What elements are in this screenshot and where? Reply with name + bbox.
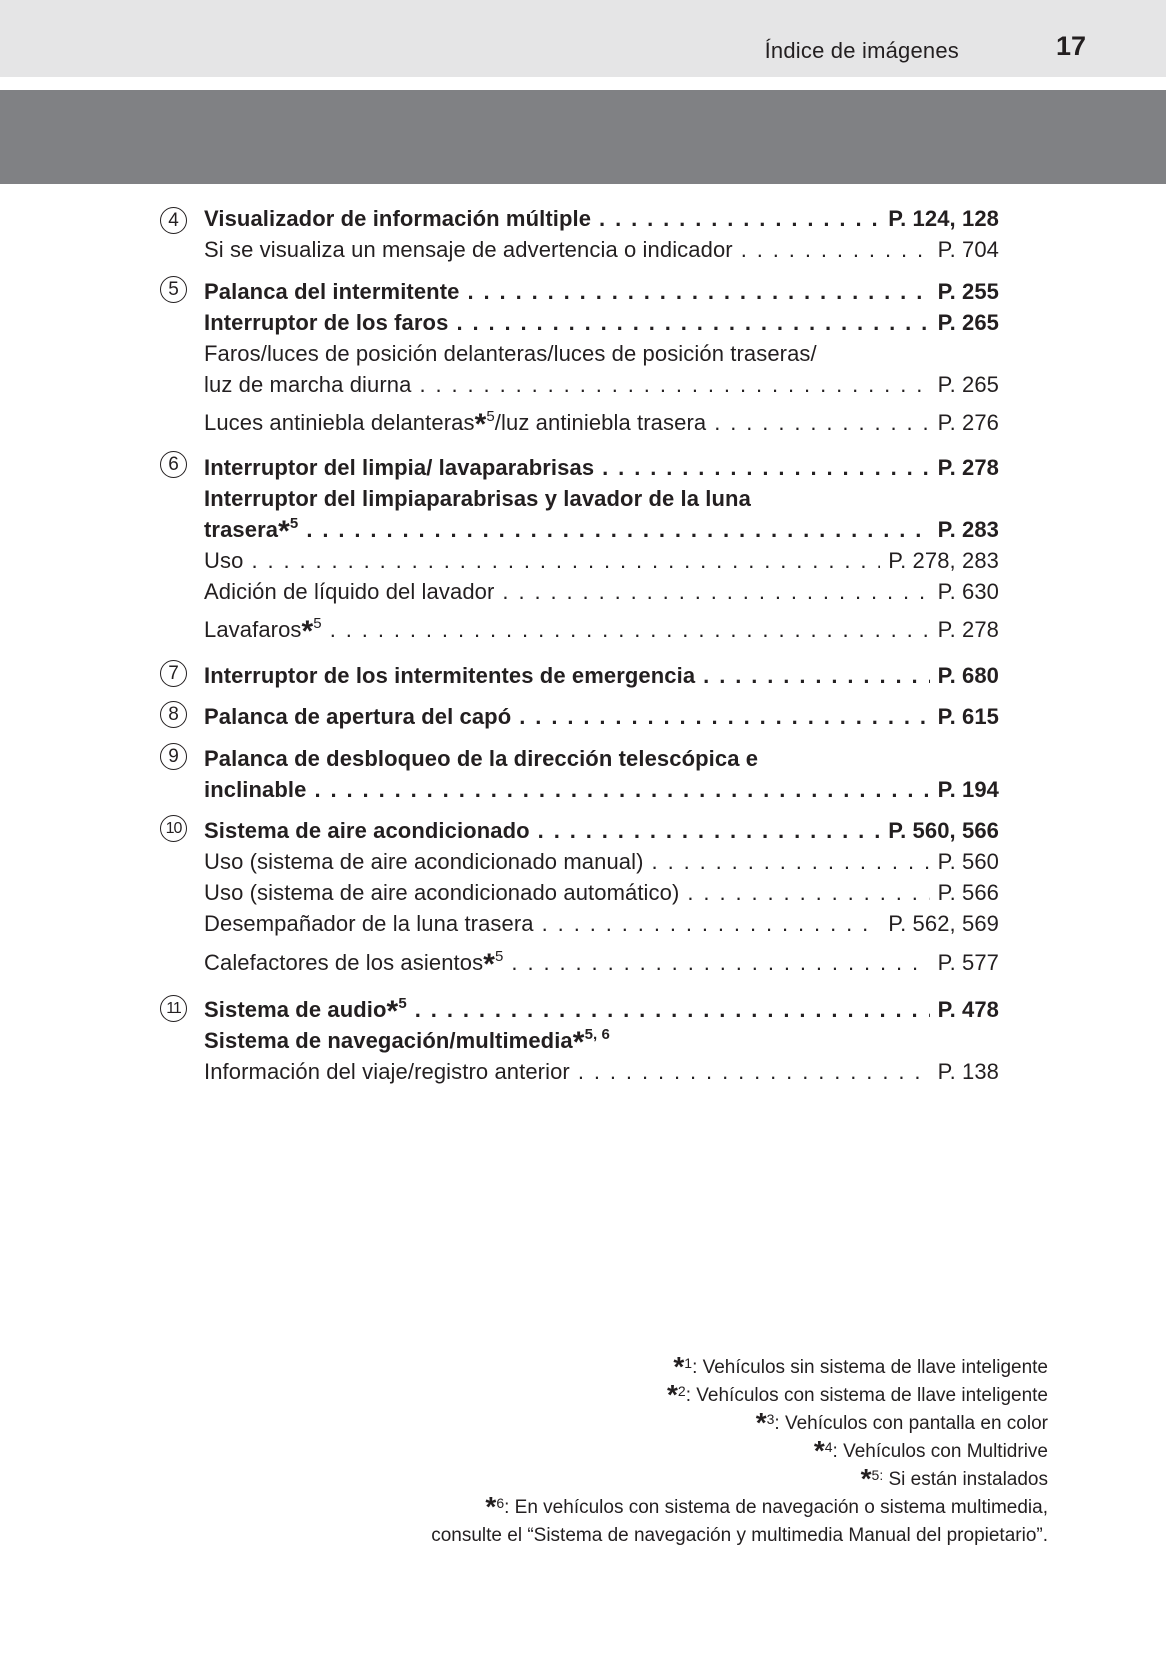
group-number-10: 10 <box>160 815 187 842</box>
footnote <box>673 1351 1048 1382</box>
footnote-asterisk: * <box>755 1407 767 1438</box>
entry-page: P. 265 <box>937 372 999 397</box>
footnote-number: 4 <box>824 1439 833 1455</box>
footnote-number: 2 <box>677 1383 686 1399</box>
entry-title: inclinable <box>204 777 307 802</box>
toc-entry[interactable] <box>204 205 999 233</box>
entry-title: Interruptor del limpiaparabrisas y lavador de la luna <box>204 486 751 511</box>
dot-leader <box>519 703 929 731</box>
entry-page: P. 138 <box>937 1059 999 1084</box>
group-number-4: 4 <box>160 207 187 234</box>
toc-entry[interactable] <box>204 515 999 548</box>
toc-entry[interactable] <box>204 817 999 845</box>
toc-entry[interactable] <box>204 1026 999 1059</box>
entry-title: Palanca de apertura del capó <box>204 704 512 729</box>
footnote-ref: 5 <box>398 995 407 1012</box>
footnote-asterisk: * <box>278 515 290 548</box>
entry-page: P. 124, 128 <box>888 206 999 231</box>
footnote-asterisk: * <box>485 1491 497 1522</box>
dot-leader <box>330 616 930 644</box>
entry-title: Interruptor de los faros <box>204 310 449 335</box>
entry-page: P. 615 <box>937 704 999 729</box>
entry-title: Sistema de aire acondicionado <box>204 818 530 843</box>
dot-leader <box>456 309 929 337</box>
entry-title: Interruptor de los intermitentes de emergencia <box>204 663 696 688</box>
footnote <box>860 1463 1048 1494</box>
toc-entry[interactable] <box>204 547 999 575</box>
entry-page: P. 560, 566 <box>888 818 999 843</box>
entry-title-cont: /luz antiniebla trasera <box>494 410 707 435</box>
entry-page: P. 478 <box>937 997 999 1022</box>
group-number-6: 6 <box>160 451 187 478</box>
toc-entry[interactable] <box>204 454 999 482</box>
footnote-number: 3 <box>766 1411 775 1427</box>
toc-entry[interactable] <box>204 776 999 804</box>
entry-page: P. 283 <box>937 517 999 542</box>
footnote-number: 5: <box>871 1467 884 1483</box>
entry-title: Palanca del intermitente <box>204 279 460 304</box>
footnote-text: : Vehículos con sistema de llave inteligente <box>685 1385 1048 1406</box>
toc-entry[interactable] <box>204 848 999 876</box>
header-band <box>0 0 1166 77</box>
footnote-text: : Vehículos con Multidrive <box>832 1441 1048 1462</box>
footnote-asterisk: * <box>474 408 487 441</box>
footnote-asterisk: * <box>813 1435 825 1466</box>
dot-leader <box>542 910 881 938</box>
dot-leader <box>468 278 930 306</box>
footnote <box>813 1435 1048 1466</box>
group-number-9: 9 <box>160 743 187 770</box>
footnote-continued: consulte el “Sistema de navegación y multimedia Manual del propietario”. <box>431 1525 1048 1546</box>
dot-leader <box>741 236 930 264</box>
footnote-ref: 5 <box>313 615 322 632</box>
footnote-ref: 5 <box>289 515 299 532</box>
toc-entry[interactable] <box>204 703 999 731</box>
entry-page: P. 704 <box>937 237 999 262</box>
entry-page: P. 560 <box>937 849 999 874</box>
dot-leader <box>314 776 929 804</box>
toc-entry-continued <box>204 485 999 513</box>
footnote-text: : Vehículos sin sistema de llave inteligente <box>692 1357 1048 1378</box>
dot-leader <box>419 371 929 399</box>
footnote-number: 1 <box>684 1355 693 1371</box>
footnote-ref: 5, 6 <box>584 1026 610 1043</box>
footnote-number: 6 <box>496 1495 505 1511</box>
dot-leader <box>578 1058 930 1086</box>
toc-entry[interactable] <box>204 1058 999 1086</box>
group-number-7: 7 <box>160 660 187 687</box>
entry-title: luz de marcha diurna <box>204 372 412 397</box>
entry-title: Uso (sistema de aire acondicionado manual) <box>204 849 644 874</box>
toc-entry-continued <box>204 340 999 368</box>
entry-page: P. 278, 283 <box>888 548 999 573</box>
entry-page: P. 278 <box>937 455 999 480</box>
entry-page: P. 276 <box>937 410 999 435</box>
group-number-8: 8 <box>160 701 187 728</box>
entry-title: Faros/luces de posición delanteras/luces de posición traseras/ <box>204 341 817 366</box>
footnote <box>667 1379 1048 1410</box>
dot-leader <box>306 516 929 544</box>
footnote-ref: 5 <box>494 948 504 965</box>
entry-title: Interruptor del limpia/ lavaparabrisas <box>204 455 595 480</box>
toc-entry-continued <box>204 745 999 773</box>
entry-title: Calefactores de los asientos <box>204 950 484 975</box>
dot-leader <box>599 205 880 233</box>
dot-leader <box>251 547 880 575</box>
entry-page: P. 680 <box>937 663 999 688</box>
toc-entry[interactable] <box>204 371 999 399</box>
toc-entry[interactable] <box>204 910 999 938</box>
entry-title: Luces antiniebla delanteras <box>204 410 475 435</box>
entry-title: trasera <box>204 517 279 542</box>
footnote-text: Si están instalados <box>883 1469 1048 1490</box>
toc-entry[interactable] <box>204 879 999 907</box>
dot-leader <box>703 662 929 690</box>
section-title: Índice de imágenes <box>764 38 959 63</box>
entry-title: Si se visualiza un mensaje de advertencia o indicador <box>204 237 733 262</box>
entry-title: Desempañador de la luna trasera <box>204 911 534 936</box>
toc-entry[interactable] <box>204 309 999 337</box>
dot-leader <box>502 578 929 606</box>
entry-title: Información del viaje/registro anterior <box>204 1059 570 1084</box>
footnote-asterisk: * <box>483 948 495 981</box>
section-banner <box>0 90 1166 184</box>
toc-entry[interactable] <box>204 236 999 264</box>
dot-leader <box>538 817 881 845</box>
dot-leader <box>511 949 929 977</box>
dot-leader <box>687 879 929 907</box>
footnote-asterisk: * <box>667 1379 678 1410</box>
footnote-ref: 5 <box>486 408 495 425</box>
footnote-asterisk: * <box>301 615 314 648</box>
entry-page: P. 278 <box>937 617 999 642</box>
dot-leader <box>652 848 930 876</box>
dot-leader <box>415 996 930 1024</box>
entry-title: Sistema de audio <box>204 997 387 1022</box>
footnote <box>755 1407 1048 1438</box>
footnote-text: : Vehículos con pantalla en color <box>774 1413 1048 1434</box>
entry-title: Sistema de navegación/multimedia <box>204 1028 573 1053</box>
toc-entry[interactable] <box>204 662 999 690</box>
toc-entry[interactable] <box>204 578 999 606</box>
entry-page: P. 562, 569 <box>888 911 999 936</box>
entry-title: Adición de líquido del lavador <box>204 579 495 604</box>
entry-title: Lavafaros <box>204 617 302 642</box>
footnote-text: : En vehículos con sistema de navegación o sistema multimedia, <box>504 1497 1048 1518</box>
entry-title: Uso (sistema de aire acondicionado automático) <box>204 880 680 905</box>
footnote-asterisk: * <box>386 995 399 1028</box>
entry-title: Visualizador de información múltiple <box>204 206 592 231</box>
entry-page: P. 255 <box>937 279 999 304</box>
footnote-asterisk: * <box>860 1463 872 1494</box>
entry-title: Uso <box>204 548 244 573</box>
toc-entry[interactable] <box>204 408 999 441</box>
entry-title: Palanca de desbloqueo de la dirección telescópica e <box>204 746 759 771</box>
entry-page: P. 566 <box>937 880 999 905</box>
toc-entry[interactable] <box>204 278 999 306</box>
footnote-asterisk: * <box>572 1026 585 1059</box>
entry-page: P. 630 <box>937 579 999 604</box>
footnote <box>485 1491 1048 1522</box>
toc-entry[interactable] <box>204 948 999 981</box>
toc-entry[interactable] <box>204 615 999 648</box>
dot-leader <box>602 454 929 482</box>
entry-page: P. 194 <box>937 777 999 802</box>
dot-leader <box>714 409 929 437</box>
toc-entry[interactable] <box>204 995 999 1028</box>
group-number-11: 11 <box>160 995 187 1022</box>
entry-page: P. 265 <box>937 310 999 335</box>
group-number-5: 5 <box>160 276 187 303</box>
footnote-asterisk: * <box>673 1351 685 1382</box>
page-number: 17 <box>1055 31 1086 61</box>
entry-page: P. 577 <box>937 950 999 975</box>
